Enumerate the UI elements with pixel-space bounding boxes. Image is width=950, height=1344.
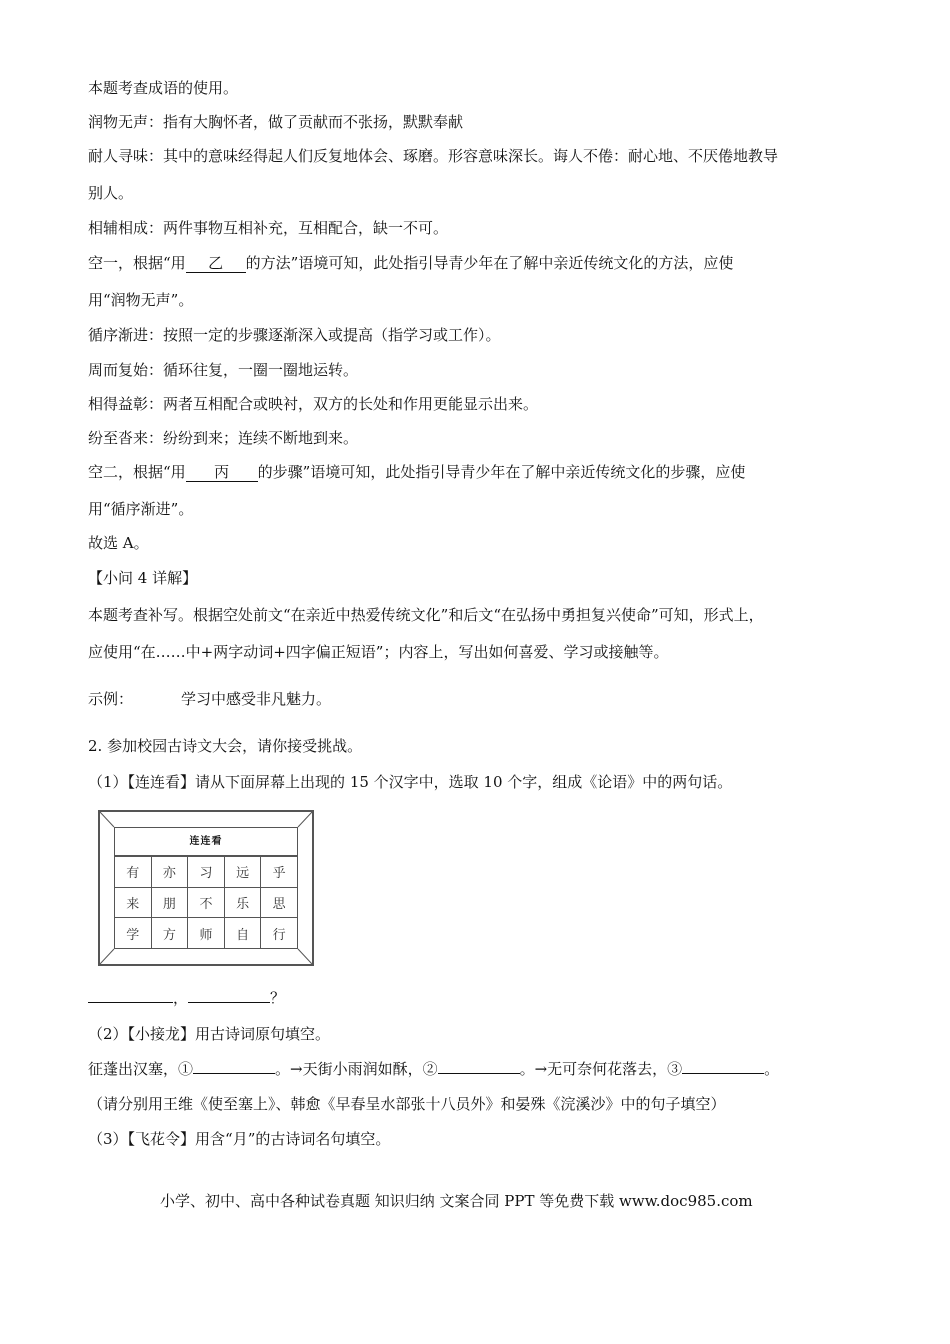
question-title: 2. 参加校园古诗文大会，请你接受挑战。 xyxy=(88,737,363,755)
grid-cell: 乎 xyxy=(261,857,298,888)
text-line: 循序渐进：按照一定的步骤逐渐深入或提高（指学习或工作）。 xyxy=(88,326,501,344)
instruction-line: （请分别用王维《使至塞上》、韩愈《早春呈水部张十八员外》和晏殊《浣溪沙》中的句子填空） xyxy=(88,1095,726,1113)
grid-cell: 自 xyxy=(224,918,261,949)
filled-blank: 丙 xyxy=(186,463,258,482)
text-line: 本题考查补写。根据空处前文“在亲近中热爱传统文化”和后文“在弘扬中勇担复兴使命”可知，形式上， xyxy=(88,606,764,624)
question-part: （1）【连连看】请从下面屏幕上出现的 15 个汉字中，选取 10 个字，组成《论语》中的两句话。 xyxy=(88,773,733,791)
section-heading: 【小问 4 详解】 xyxy=(88,569,198,587)
text-line: 相得益彰：两者互相配合或映衬，双方的长处和作用更能显示出来。 xyxy=(88,395,539,413)
grid-cell: 亦 xyxy=(151,857,188,888)
text-line: 故选 A。 xyxy=(88,534,149,552)
grid-cell: 有 xyxy=(115,857,152,888)
question-mark: ？ xyxy=(270,989,286,1007)
grid-cell: 乐 xyxy=(224,887,261,918)
grid-row xyxy=(115,887,298,918)
text-segment: 。→无可奈何花落去，③ xyxy=(519,1060,683,1078)
text-line xyxy=(88,253,733,273)
text-line: 纷至沓来：纷纷到来；连续不断地到来。 xyxy=(88,429,359,447)
grid-row xyxy=(115,857,298,888)
filled-blank: 乙 xyxy=(186,254,246,273)
text-line: 周而复始：循环往复，一圈一圈地运转。 xyxy=(88,361,359,379)
text-line: 用“循序渐进”。 xyxy=(88,500,194,518)
answer-blank-2[interactable] xyxy=(188,988,270,1003)
character-grid xyxy=(114,856,298,949)
grid-cell: 师 xyxy=(188,918,225,949)
grid-title: 连连看 xyxy=(114,827,298,856)
grid-cell: 习 xyxy=(188,857,225,888)
grid-cell: 学 xyxy=(115,918,152,949)
grid-row xyxy=(115,918,298,949)
lianlian-screen xyxy=(98,810,314,966)
answer-blanks-line xyxy=(88,988,285,1008)
question-part: （2）【小接龙】用古诗词原句填空。 xyxy=(88,1025,331,1043)
grid-cell: 行 xyxy=(261,918,298,949)
example-label: 示例： xyxy=(88,690,134,708)
text-segment: 空一，根据“用 xyxy=(88,254,186,272)
grid-cell: 思 xyxy=(261,887,298,918)
answer-blank-a[interactable] xyxy=(193,1059,275,1074)
grid-cell: 方 xyxy=(151,918,188,949)
fill-line xyxy=(88,1059,779,1079)
text-segment: 。 xyxy=(764,1060,780,1078)
question-part: （3）【飞花令】用含“月”的古诗词名句填空。 xyxy=(88,1130,391,1148)
comma: ， xyxy=(173,989,189,1007)
text-segment: 空二，根据“用 xyxy=(88,463,186,481)
grid-cell: 不 xyxy=(188,887,225,918)
text-line: 耐人寻味：其中的意味经得起人们反复地体会、琢磨。形容意味深长。诲人不倦：耐心地、不厌倦地教导 xyxy=(88,147,779,165)
answer-blank-1[interactable] xyxy=(88,988,173,1003)
text-line: 本题考查成语的使用。 xyxy=(88,79,239,97)
text-segment: 的方法”语境可知，此处指引导青少年在了解中亲近传统文化的方法，应使 xyxy=(245,254,734,272)
grid-cell: 来 xyxy=(115,887,152,918)
text-line: 应使用“在……中+两字动词+四字偏正短语”；内容上，写出如何喜爱、学习或接触等。 xyxy=(88,643,669,661)
example-line xyxy=(88,689,331,709)
text-line: 润物无声：指有大胸怀者，做了贡献而不张扬，默默奉献 xyxy=(88,113,464,131)
text-line xyxy=(88,462,745,482)
answer-blank-c[interactable] xyxy=(682,1059,764,1074)
text-segment: 的步骤”语境可知，此处指引导青少年在了解中亲近传统文化的步骤，应使 xyxy=(257,463,746,481)
example-text: 学习中感受非凡魅力。 xyxy=(181,690,332,708)
answer-blank-b[interactable] xyxy=(438,1059,520,1074)
page-footer: 小学、初中、高中各种试卷真题 知识归纳 文案合同 PPT 等免费下载 www.doc985.com xyxy=(160,1192,753,1210)
grid-cell: 朋 xyxy=(151,887,188,918)
text-segment: 。→天街小雨润如酥，② xyxy=(275,1060,438,1078)
grid-cell: 远 xyxy=(224,857,261,888)
text-segment: 征蓬出汉塞，① xyxy=(88,1060,194,1078)
text-line: 相辅相成：两件事物互相补充，互相配合，缺一不可。 xyxy=(88,219,449,237)
text-line: 别人。 xyxy=(88,184,134,202)
text-line: 用“润物无声”。 xyxy=(88,291,194,309)
